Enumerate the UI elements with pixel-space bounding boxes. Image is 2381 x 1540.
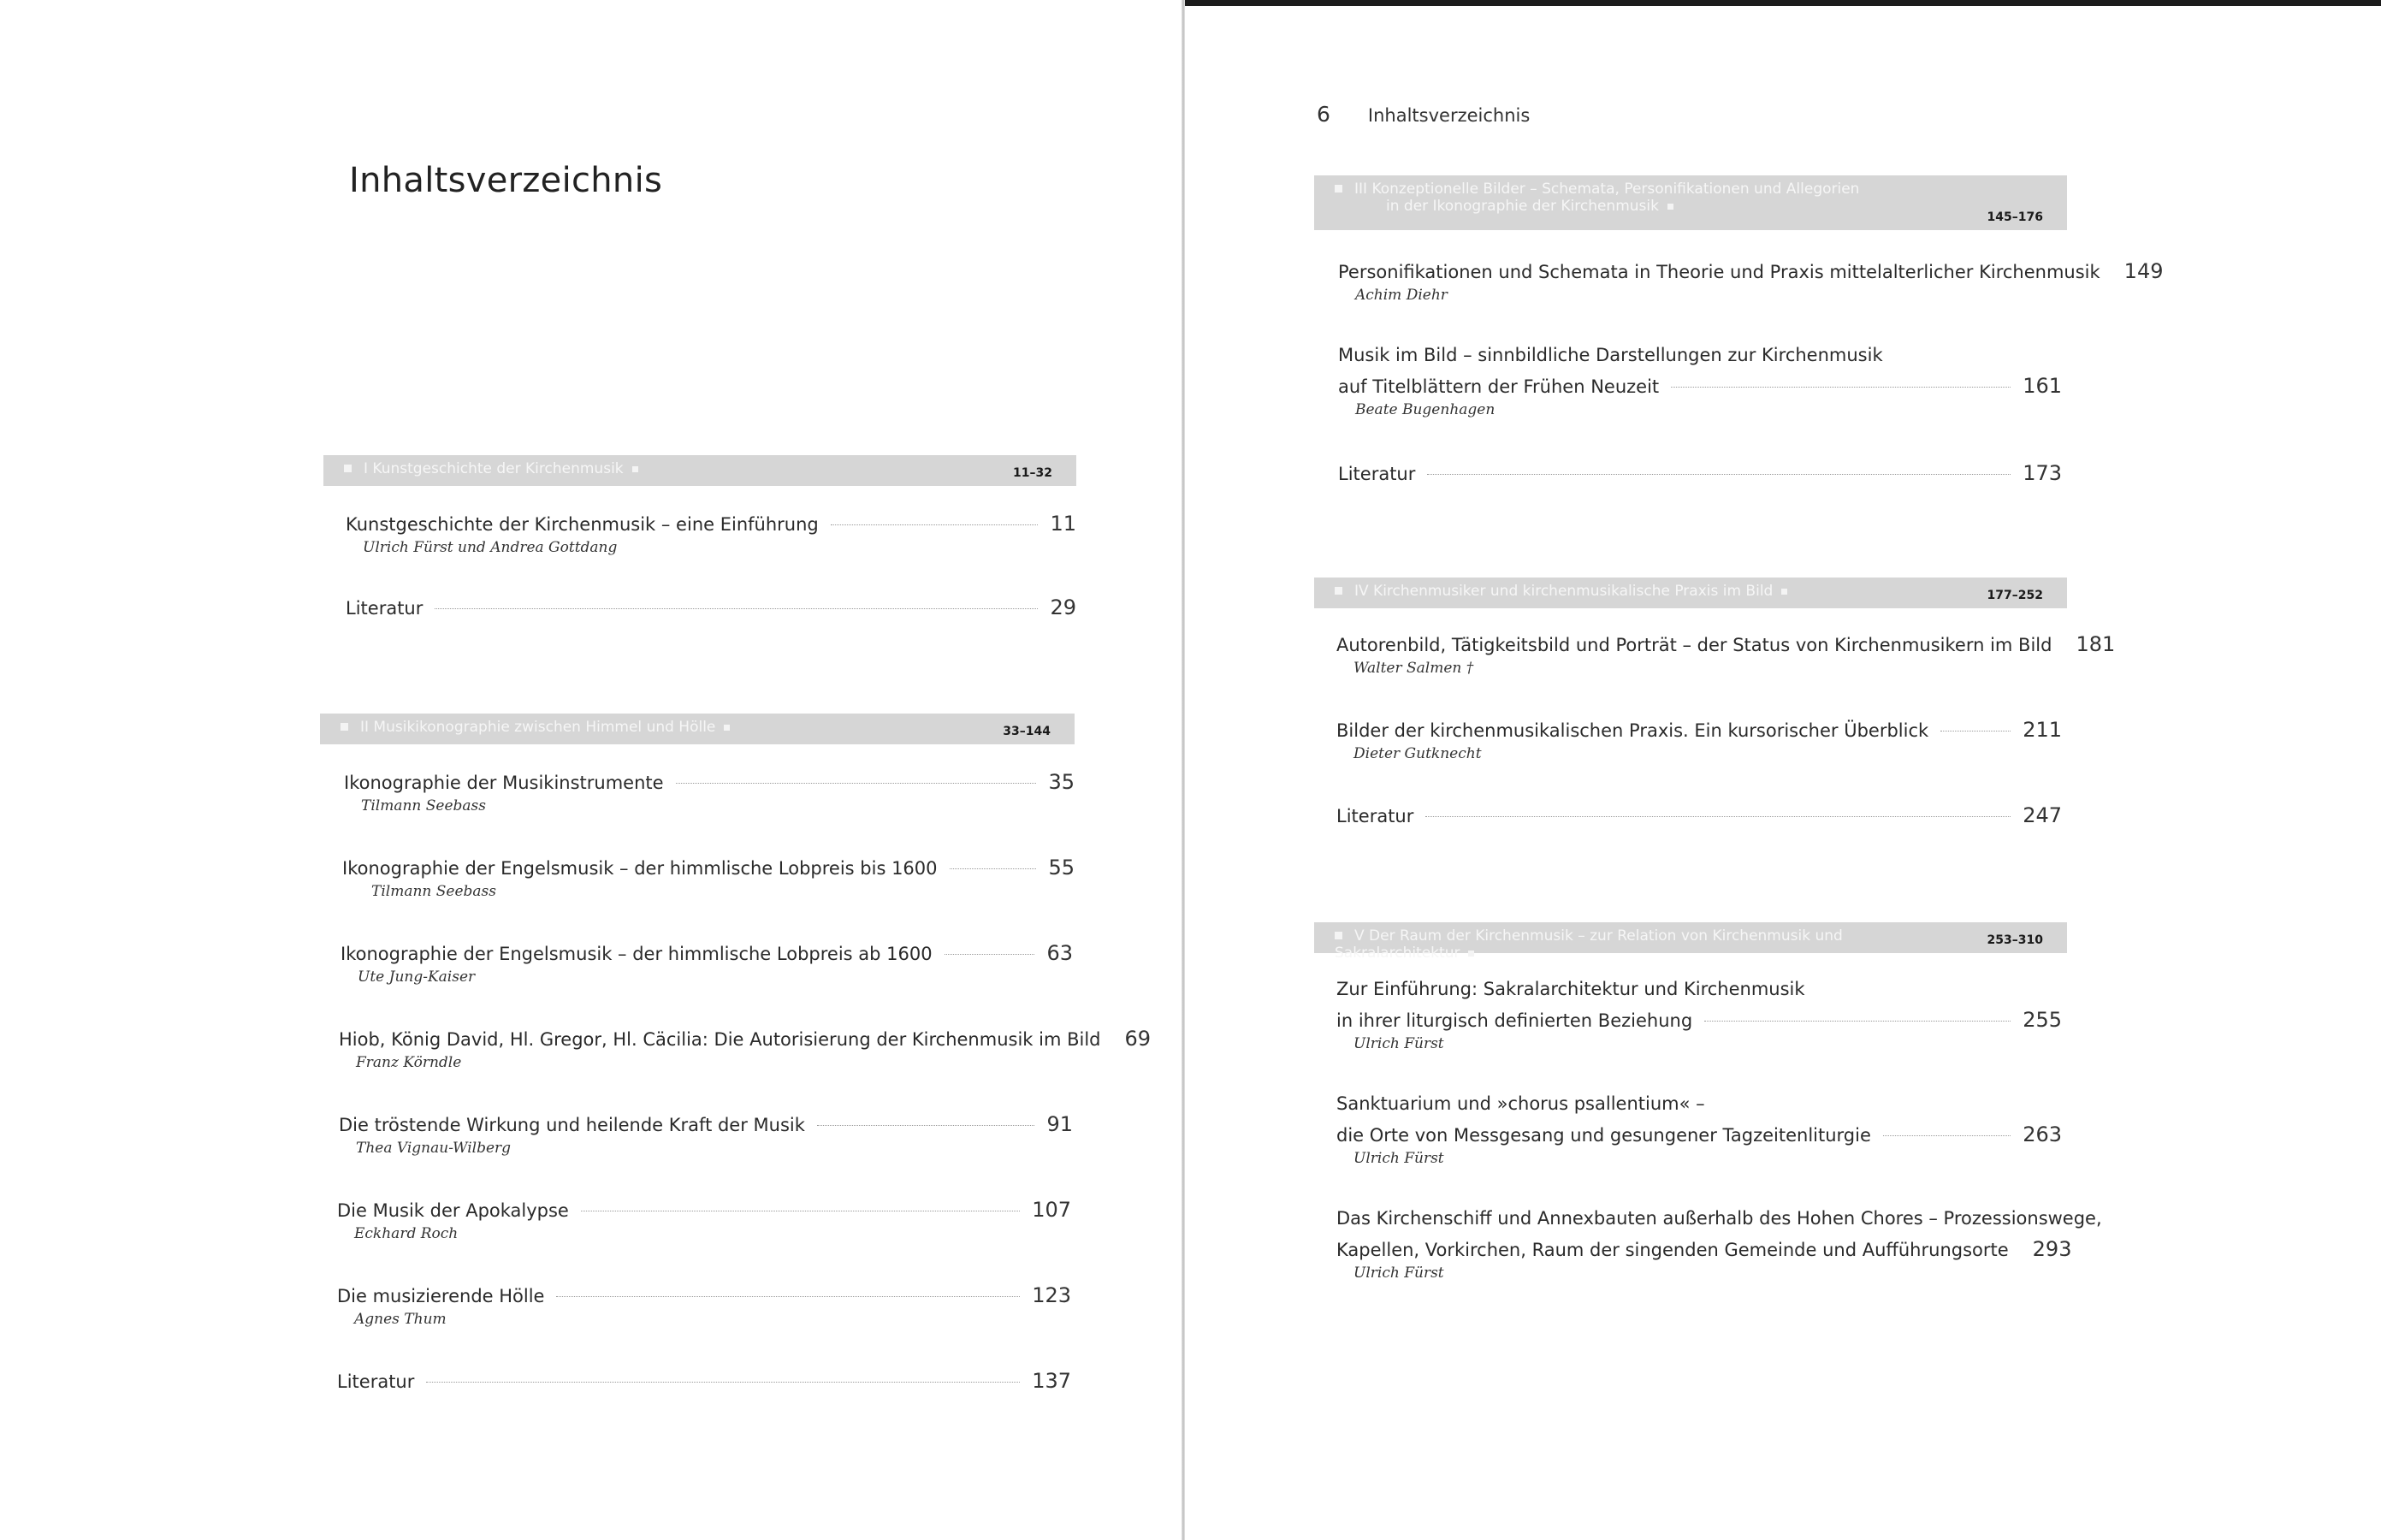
- section-page-range: 177–252: [1987, 589, 2043, 602]
- toc-entry[interactable]: [1338, 345, 2062, 418]
- toc-entry[interactable]: [346, 595, 1076, 625]
- entry-page: 69: [1124, 1027, 1152, 1051]
- square-bullet-icon: [344, 465, 352, 472]
- entry-title: Literatur: [337, 1371, 415, 1392]
- dot-leader: [1427, 474, 2011, 475]
- toc-entry[interactable]: [1336, 1208, 2102, 1282]
- entry-author: Beate Bugenhagen: [1355, 401, 1496, 418]
- toc-entry[interactable]: [337, 1369, 1071, 1398]
- dot-leader: [831, 524, 1039, 525]
- section-page-range: 33–144: [1003, 725, 1051, 738]
- entry-page: 173: [2023, 461, 2062, 485]
- toc-entry[interactable]: [344, 770, 1075, 814]
- dot-leader: [1883, 1135, 2011, 1136]
- section-title: IV Kirchenmusiker und kirchenmusikalische Praxis im Bild: [1354, 583, 1774, 600]
- entry-page: 255: [2023, 1008, 2062, 1032]
- entry-title: in ihrer liturgisch definierten Beziehung: [1336, 1010, 1693, 1031]
- dot-leader: [1425, 816, 2011, 817]
- square-bullet-icon: [1667, 204, 1673, 210]
- entry-author: Tilmann Seebass: [371, 883, 497, 900]
- toc-entry[interactable]: [1336, 1093, 2062, 1167]
- entry-author: Achim Diehr: [1355, 287, 1448, 304]
- running-head-title: Inhaltsverzeichnis: [1367, 105, 1531, 126]
- entry-author: Franz Körndle: [356, 1054, 462, 1071]
- dot-leader: [1704, 1021, 2011, 1022]
- entry-author: Ulrich Fürst: [1353, 1150, 1444, 1167]
- entry-title: Ikonographie der Engelsmusik – der himmlische Lobpreis ab 1600: [341, 944, 933, 964]
- entry-author: Ulrich Fürst und Andrea Gottdang: [363, 539, 618, 556]
- entry-title: Die Musik der Apokalypse: [337, 1200, 569, 1221]
- dot-leader: [426, 1382, 1020, 1383]
- section-title: V Der Raum der Kirchenmusik – zur Relation von Kirchenmusik und Sakralarchitektur: [1335, 927, 1843, 962]
- entry-page: 211: [2023, 718, 2062, 742]
- entry-title: Die musizierende Hölle: [337, 1286, 545, 1306]
- square-bullet-icon: [632, 466, 638, 472]
- entry-author: Thea Vignau-Wilberg: [356, 1140, 512, 1157]
- entry-page: 247: [2023, 803, 2062, 827]
- entry-title: Literatur: [1338, 464, 1416, 484]
- toc-entry[interactable]: [341, 941, 1073, 986]
- entry-page: 181: [2076, 632, 2116, 656]
- section-title: III Konzeptionelle Bilder – Schemata, Personifikationen und Allegorien: [1354, 181, 1860, 198]
- square-bullet-icon: [1335, 185, 1342, 192]
- page-number: 6: [1317, 102, 1330, 127]
- section-page-range: 145–176: [1987, 210, 2043, 224]
- entry-page: 63: [1046, 941, 1073, 965]
- entry-page: 263: [2023, 1122, 2062, 1146]
- toc-entry[interactable]: [337, 1198, 1071, 1242]
- toc-entry[interactable]: [1336, 979, 2062, 1052]
- square-bullet-icon: [1335, 932, 1342, 939]
- entry-title: Autorenbild, Tätigkeitsbild und Porträt – der Status von Kirchenmusikern im Bild: [1336, 635, 2052, 655]
- section-page-range: 253–310: [1987, 933, 2043, 947]
- entry-page: 55: [1048, 856, 1075, 880]
- entry-title: auf Titelblättern der Frühen Neuzeit: [1338, 376, 1660, 397]
- entry-title: Musik im Bild – sinnbildliche Darstellungen zur Kirchenmusik: [1338, 345, 1883, 365]
- toc-entry[interactable]: [1336, 718, 2062, 762]
- entry-title: Personifikationen und Schemata in Theorie und Praxis mittelalterlicher Kirchenmusik: [1338, 262, 2100, 282]
- toc-entry[interactable]: [339, 1027, 1152, 1071]
- entry-author: Agnes Thum: [354, 1311, 447, 1328]
- dot-leader: [556, 1296, 1020, 1297]
- entry-page: 91: [1046, 1112, 1073, 1136]
- toc-entry[interactable]: [1338, 461, 2062, 490]
- entry-page: 123: [1032, 1283, 1071, 1307]
- dot-leader: [435, 608, 1038, 609]
- section-bar: [1314, 175, 2067, 230]
- section-title: II Musikikonographie zwischen Himmel und Hölle: [360, 719, 716, 736]
- entry-author: Eckhard Roch: [354, 1225, 459, 1242]
- entry-author: Walter Salmen †: [1353, 660, 1474, 677]
- section-subtitle: in der Ikonographie der Kirchenmusik: [1386, 198, 1659, 215]
- square-bullet-icon: [1335, 587, 1342, 595]
- entry-page: 149: [2123, 259, 2164, 283]
- square-bullet-icon: [1781, 589, 1787, 595]
- entry-author: Tilmann Seebass: [361, 797, 487, 814]
- square-bullet-icon: [724, 725, 730, 731]
- entry-page: 11: [1050, 512, 1076, 536]
- toc-entry[interactable]: [1336, 632, 2116, 677]
- entry-title: Das Kirchenschiff und Annexbauten außerhalb des Hohen Chores – Prozessionswege,: [1336, 1208, 2102, 1229]
- entry-page: 137: [1032, 1369, 1071, 1393]
- toc-section-2: [320, 714, 1152, 1415]
- entry-page: 35: [1048, 770, 1075, 794]
- square-bullet-icon: [1468, 951, 1474, 957]
- toc-entry[interactable]: [1336, 803, 2062, 832]
- toc-section-3: [1314, 175, 2164, 500]
- section-bar: [1314, 578, 2067, 608]
- section-title: I Kunstgeschichte der Kirchenmusik: [364, 460, 624, 477]
- toc-section-1: [323, 455, 1076, 643]
- entry-page: 29: [1050, 595, 1076, 619]
- toc-entry[interactable]: [346, 512, 1076, 556]
- toc-section-4: [1314, 578, 2116, 843]
- entry-author: Ulrich Fürst: [1353, 1265, 1444, 1282]
- entry-title: Kapellen, Vorkirchen, Raum der singenden Gemeinde und Aufführungsorte: [1336, 1240, 2009, 1260]
- entry-title: Zur Einführung: Sakralarchitektur und Kirchenmusik: [1336, 979, 1805, 999]
- toc-entry[interactable]: [337, 1283, 1071, 1328]
- entry-title: Die tröstende Wirkung und heilende Kraft der Musik: [339, 1115, 805, 1135]
- entry-title: Kunstgeschichte der Kirchenmusik – eine Einführung: [346, 514, 819, 535]
- entry-title: Hiob, König David, Hl. Gregor, Hl. Cäcilia: Die Autorisierung der Kirchenmusik im Bild: [339, 1029, 1101, 1050]
- entry-title: Literatur: [1336, 806, 1414, 826]
- dot-leader: [950, 868, 1037, 869]
- left-page: [0, 0, 1182, 1540]
- section-bar: [320, 714, 1075, 744]
- dot-leader: [817, 1125, 1035, 1126]
- toc-entry[interactable]: [342, 856, 1075, 900]
- section-bar: [1314, 922, 2067, 962]
- dot-leader: [1671, 387, 2011, 388]
- entry-title: Ikonographie der Musikinstrumente: [344, 773, 664, 793]
- entry-title: Ikonographie der Engelsmusik – der himmlische Lobpreis bis 1600: [342, 858, 938, 879]
- entry-title: Bilder der kirchenmusikalischen Praxis. Ein kursorischer Überblick: [1336, 720, 1929, 741]
- page-heading: Inhaltsverzeichnis: [349, 161, 663, 200]
- toc-entry[interactable]: [339, 1112, 1073, 1157]
- entry-title: die Orte von Messgesang und gesungener Tagzeitenliturgie: [1336, 1125, 1871, 1146]
- entry-page: 293: [2032, 1237, 2072, 1261]
- entry-page: 161: [2023, 374, 2062, 398]
- section-bar: [323, 455, 1076, 486]
- dot-leader: [676, 783, 1037, 784]
- toc-section-5: [1314, 922, 2102, 1299]
- dot-leader: [945, 954, 1035, 955]
- square-bullet-icon: [341, 723, 348, 731]
- entry-author: Ute Jung-Kaiser: [358, 968, 476, 986]
- entry-author: Ulrich Fürst: [1353, 1035, 1444, 1052]
- entry-title: Sanktuarium und »chorus psallentium« –: [1336, 1093, 1705, 1114]
- entry-author: Dieter Gutknecht: [1353, 745, 1482, 762]
- entry-title: Literatur: [346, 598, 423, 619]
- dot-leader: [1940, 731, 2011, 732]
- right-page: [1185, 0, 2381, 1540]
- toc-entry[interactable]: [1338, 259, 2164, 304]
- running-header: [1317, 102, 1530, 127]
- entry-page: 107: [1032, 1198, 1071, 1222]
- section-page-range: 11–32: [1013, 466, 1052, 480]
